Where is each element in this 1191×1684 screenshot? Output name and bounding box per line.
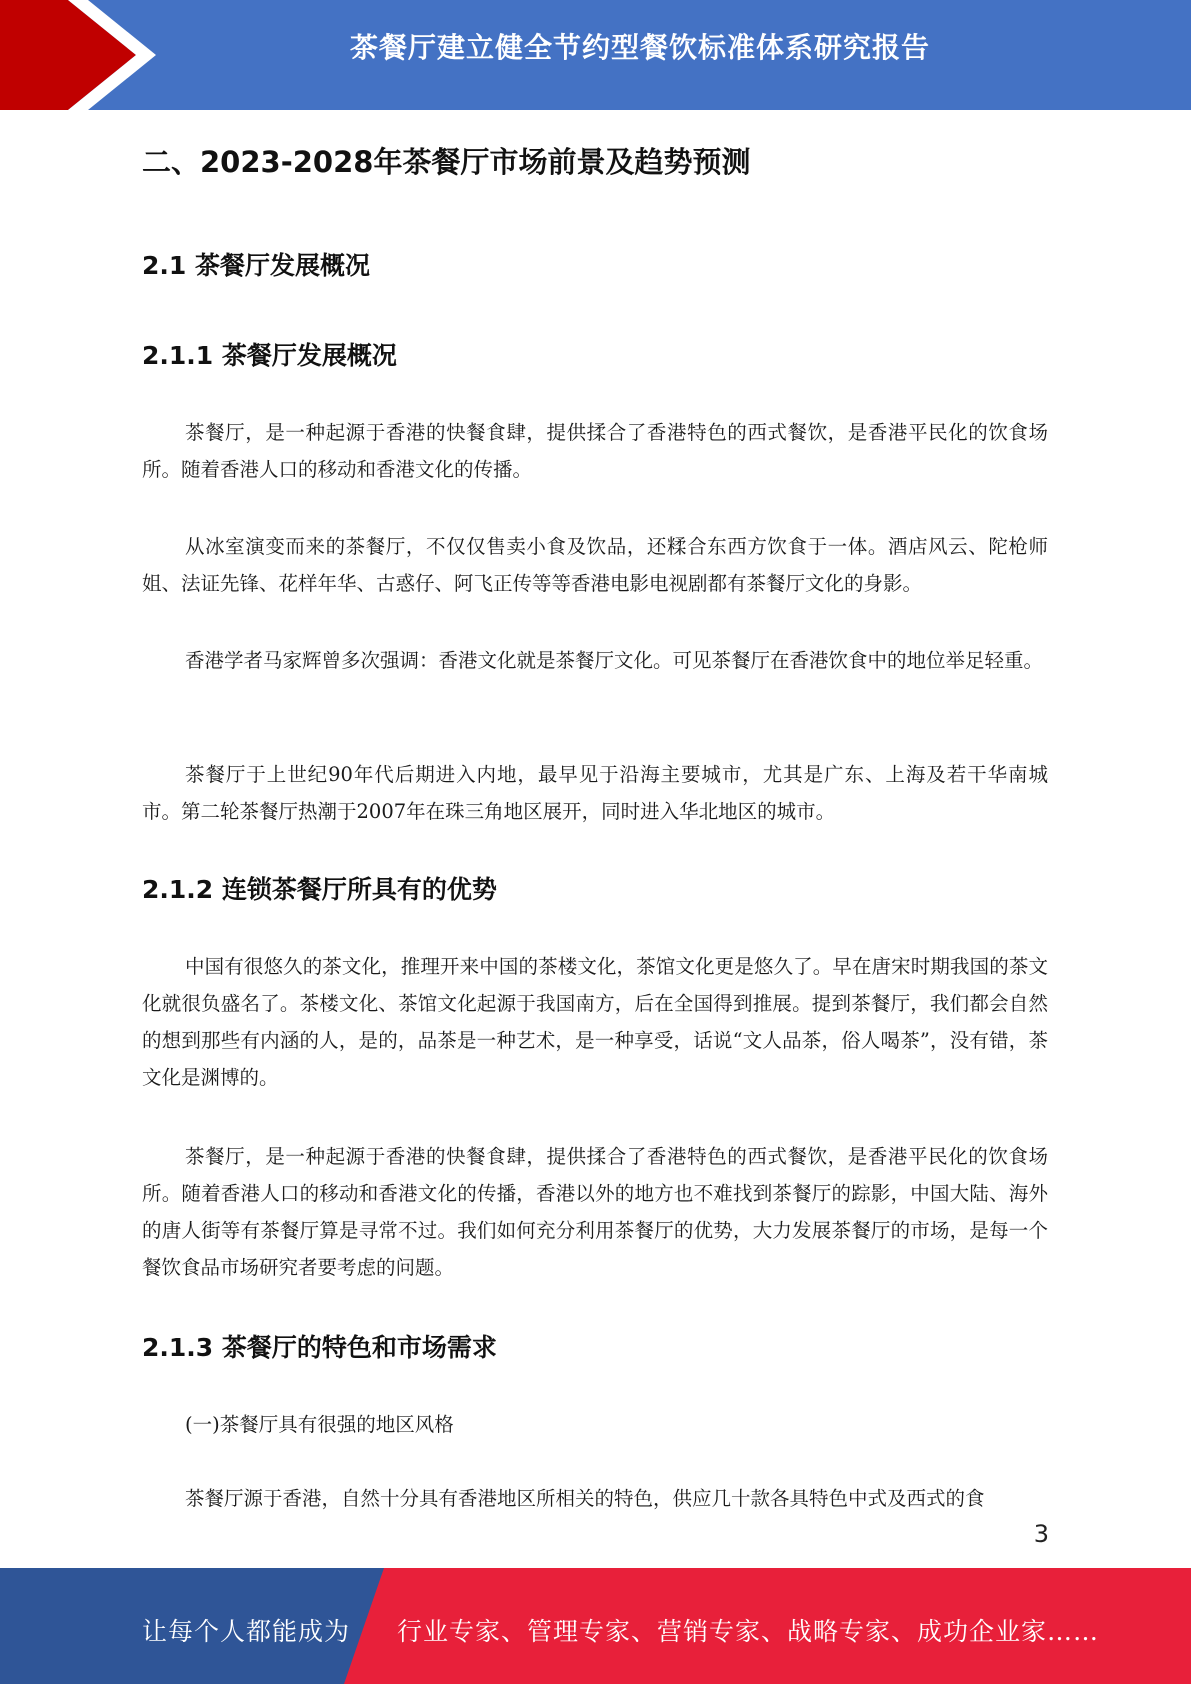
header-red-arrow — [0, 0, 136, 110]
footer-slogan-right: 行业专家、管理专家、营销专家、战略专家、成功企业家…… — [397, 1617, 1100, 1646]
footer-slogan-left: 让每个人都能成为 — [142, 1617, 351, 1646]
paragraph: 茶餐厅，是一种起源于香港的快餐食肆，提供揉合了香港特色的西式餐饮，是香港平民化的饮食场所。随着香港人口的移动和香港文化的传播，香港以外的地方也不难找到茶餐厅的踪影，中国大陆、海外的唐人街等有茶餐厅算是寻常不过。我们如何充分利用茶餐厅的优势，大力发展茶餐厅的市场，是每一个餐饮食品市场研究者要考虑的问题。 — [142, 1145, 1048, 1279]
paragraph: 中国有很悠久的茶文化，推理开来中国的茶楼文化，茶馆文化更是悠久了。早在唐宋时期我国的茶文化就很负盛名了。茶楼文化、茶馆文化起源于我国南方，后在全国得到推展。提到茶餐厅，我们都会自然的想到那些有内涵的人，是的，品茶是一种艺术，是一种享受，话说“文人品茶，俗人喝茶”，没有错，茶文化是渊博的。 — [142, 955, 1048, 1089]
header-banner — [0, 0, 1191, 110]
footer-banner — [0, 1568, 1191, 1684]
heading-2-1-2: 2.1.2 连锁茶餐厅所具有的优势 — [142, 875, 497, 904]
heading-2-1: 2.1 茶餐厅发展概况 — [142, 251, 370, 280]
section-title: 二、2023-2028年茶餐厅市场前景及趋势预测 — [142, 145, 751, 179]
page-number: 3 — [1033, 1520, 1049, 1548]
paragraph: (一)茶餐厅具有很强的地区风格 — [185, 1413, 454, 1436]
paragraph: 从冰室演变而来的茶餐厅，不仅仅售卖小食及饮品，还糅合东西方饮食于一体。酒店风云、陀枪师姐、法证先锋、花样年华、古惑仔、阿飞正传等等香港电影电视剧都有茶餐厅文化的身影。 — [142, 535, 1048, 595]
paragraph: 茶餐厅于上世纪90年代后期进入内地，最早见于沿海主要城市，尤其是广东、上海及若干华南城市。第二轮茶餐厅热潮于2007年在珠三角地区展开，同时进入华北地区的城市。 — [142, 763, 1048, 823]
paragraph: 茶餐厅，是一种起源于香港的快餐食肆，提供揉合了香港特色的西式餐饮，是香港平民化的饮食场所。随着香港人口的移动和香港文化的传播。 — [142, 421, 1048, 481]
paragraph: 茶餐厅源于香港，自然十分具有香港地区所相关的特色，供应几十款各具特色中式及西式的食 — [185, 1487, 985, 1510]
heading-2-1-3: 2.1.3 茶餐厅的特色和市场需求 — [142, 1333, 497, 1362]
paragraph: 香港学者马家辉曾多次强调：香港文化就是茶餐厅文化。可见茶餐厅在香港饮食中的地位举足轻重。 — [185, 649, 1044, 672]
heading-2-1-1: 2.1.1 茶餐厅发展概况 — [142, 341, 397, 370]
header-title: 茶餐厅建立健全节约型餐饮标准体系研究报告 — [349, 31, 930, 64]
